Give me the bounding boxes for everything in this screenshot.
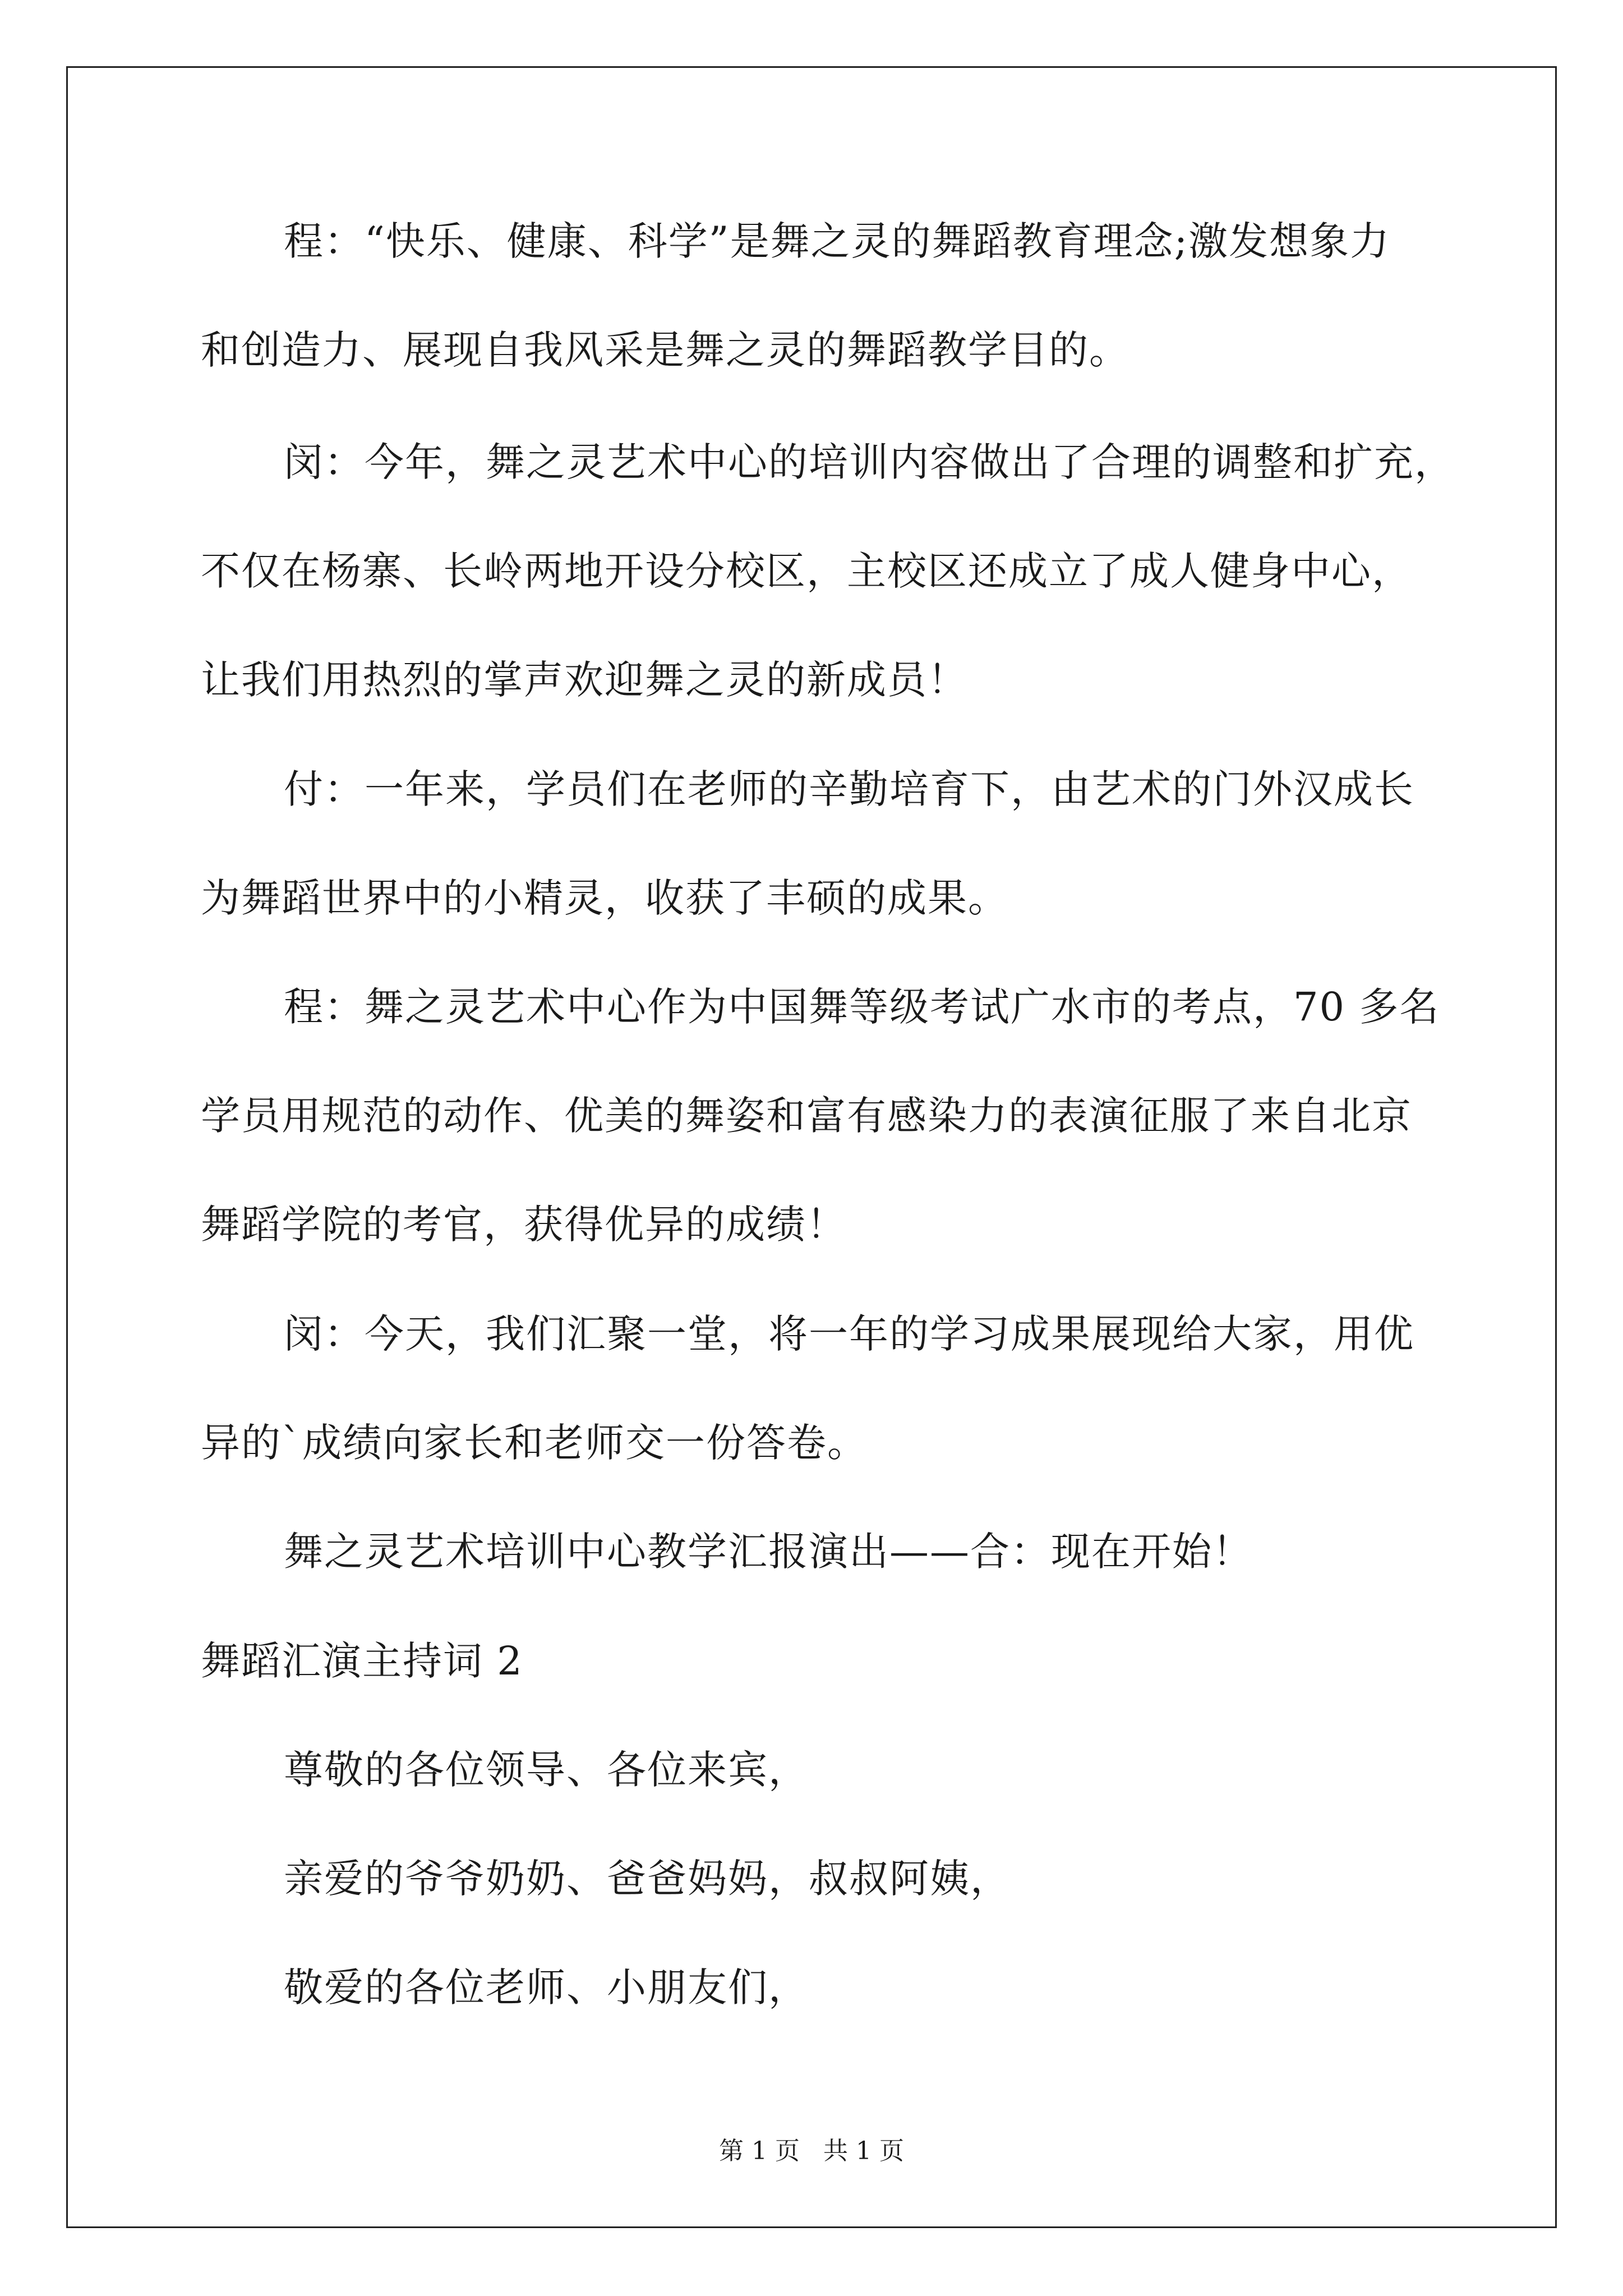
paragraph-line: 付：一年来，学员们在老师的辛勤培育下，由艺术的门外汉成长 xyxy=(284,766,1414,812)
paragraph-line: 程：舞之灵艺术中心作为中国舞等级考试广水市的考点，70 多名 xyxy=(284,984,1440,1030)
paragraph-line: 闵：今年，舞之灵艺术中心的培训内容做出了合理的调整和扩充， xyxy=(284,439,1455,485)
paragraph-line: 闵：今天，我们汇聚一堂，将一年的学习成果展现给大家，用优 xyxy=(284,1311,1414,1357)
paragraph-line: 和创造力、展现自我风采是舞之灵的舞蹈教学目的。 xyxy=(201,327,1129,373)
page-number-footer: 第 1 页 共 1 页 xyxy=(719,2137,904,2165)
section-heading: 舞蹈汇演主持词 2 xyxy=(201,1638,523,1684)
paragraph-line: 程：“快乐、健康、科学”是舞之灵的舞蹈教育理念;激发想象力 xyxy=(284,218,1391,264)
paragraph-line: 舞之灵艺术培训中心教学汇报演出——合：现在开始！ xyxy=(284,1529,1253,1575)
paragraph-line: 异的`成绩向家长和老师交一份答卷。 xyxy=(201,1420,868,1466)
paragraph-line: 为舞蹈世界中的小精灵，收获了丰硕的成果。 xyxy=(201,875,1008,921)
paragraph-line: 尊敬的各位领导、各位来宾， xyxy=(284,1747,809,1793)
paragraph-line: 舞蹈学院的考官，获得优异的成绩！ xyxy=(201,1202,847,1248)
paragraph-line: 不仅在杨寨、长岭两地开设分校区，主校区还成立了成人健身中心， xyxy=(201,548,1412,594)
paragraph-line: 敬爱的各位老师、小朋友们， xyxy=(284,1964,809,2010)
paragraph-line: 让我们用热烈的掌声欢迎舞之灵的新成员！ xyxy=(201,657,968,703)
paragraph-line: 学员用规范的动作、优美的舞姿和富有感染力的表演征服了来自北京 xyxy=(201,1093,1412,1139)
paragraph-line: 亲爱的爷爷奶奶、爸爸妈妈，叔叔阿姨， xyxy=(284,1856,1011,1902)
